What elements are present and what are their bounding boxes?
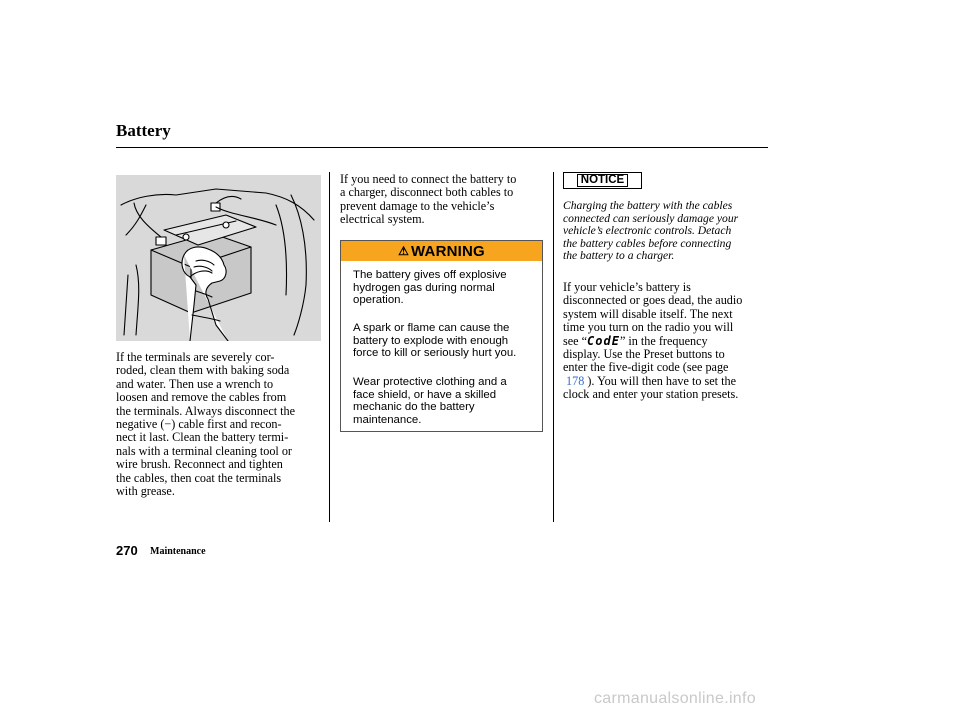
paragraph-line: display. Use the Preset buttons to (563, 347, 725, 362)
page-title: Battery (116, 121, 171, 140)
paragraph-line: enter the five-digit code (see page (563, 360, 729, 375)
section-name: Maintenance (150, 546, 206, 557)
column-divider-left (329, 172, 330, 522)
warning-header (341, 241, 542, 261)
battery-illustration (116, 175, 321, 341)
paragraph-line: clock and enter your station presets. (563, 387, 739, 402)
paragraph-line: disconnected or goes dead, the audio (563, 293, 743, 308)
page-number: 270 (116, 543, 138, 558)
column-divider-right (553, 172, 554, 522)
page-reference-link[interactable]: 178 (566, 373, 585, 388)
warning-triangle-icon: ⚠ (398, 244, 410, 258)
notice-text: Charging the battery with the cables connected can seriously damage your vehicle’s electronic controls. Detach the battery cables before connecting the battery to a charger. (563, 199, 739, 263)
watermark: carmanualsonline.info (594, 690, 756, 707)
warning-paragraph-3: Wear protective clothing and a face shield, or have a skilled mechanic do the battery maintenance. (353, 376, 507, 426)
paragraph-line-suffix: ). You will then have to set the (587, 373, 736, 388)
paragraph-line: If your vehicle’s battery is (563, 280, 691, 294)
left-column-text: If the terminals are severely cor- roded, clean them with baking soda and water. Then use a wrench to loosen and remove the cables from the terminals. Always disconnect the negative (−) cable first and recon- nect it last. Clean the battery termi- nals with a terminal cleaning tool or wire brush. Reconnect and tighten the cables, then coat the terminals with grease. (116, 350, 296, 499)
paragraph-line: system will disable itself. The next (563, 306, 733, 321)
warning-box (340, 240, 543, 432)
notice-label-box (563, 172, 642, 189)
paragraph-line: time you turn on the radio you will (563, 320, 734, 335)
notice-label: NOTICE (577, 174, 628, 187)
audio-code-paragraph (563, 281, 768, 402)
header-rule (116, 147, 768, 148)
see-suffix: ” in the frequency (619, 333, 708, 348)
warning-paragraph-2: A spark or flame can cause the battery to explode with enough force to kill or seriously hurt you. (353, 322, 517, 360)
battery-hand-drawing (116, 175, 321, 341)
middle-column-intro: If you need to connect the battery to a charger, disconnect both cables to prevent damage to the vehicle’s electrical system. (340, 172, 517, 227)
see-prefix: see “ (563, 333, 588, 348)
warning-label: WARNING (411, 243, 485, 260)
paragraph-line (563, 335, 768, 348)
warning-paragraph-1: The battery gives off explosive hydrogen gas during normal operation. (353, 269, 507, 307)
code-display-icon: CodE (587, 333, 620, 348)
paragraph-line (563, 375, 768, 388)
